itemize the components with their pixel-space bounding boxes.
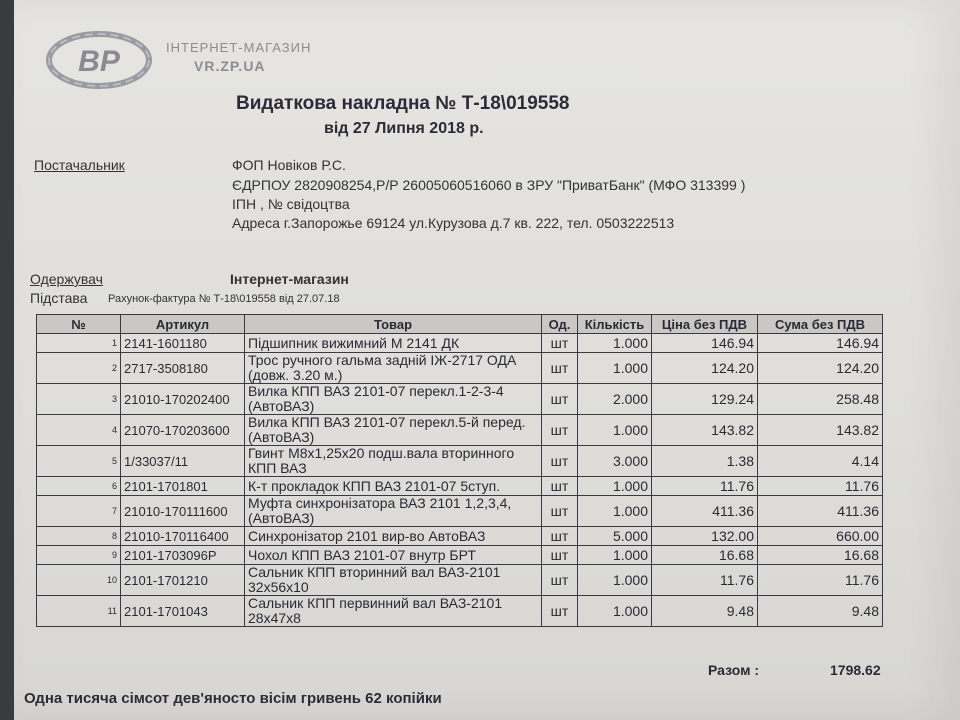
table-row [37, 496, 883, 527]
row-sum: 124.20 [758, 353, 883, 384]
row-quantity: 1.000 [578, 496, 652, 527]
row-item: Сальник КПП первинний вал ВАЗ-2101 28х47х8 [245, 596, 542, 627]
logo-line-2: VR.ZP.UA [194, 58, 266, 74]
row-article: 2101-1701801 [121, 477, 245, 496]
table-row [37, 565, 883, 596]
basis-value: Рахунок-фактура № Т-18\019558 від 27.07.18 [108, 293, 340, 305]
header-sum: Сума без ПДВ [758, 315, 883, 334]
row-article: 2101-1701210 [121, 565, 245, 596]
row-quantity: 1.000 [578, 415, 652, 446]
header-unit: Од. [542, 315, 578, 334]
row-unit: шт [542, 527, 578, 546]
row-price: 9.48 [652, 596, 758, 627]
amount-in-words: Одна тисяча сімсот дев'яносто вісім гривень 62 копійки [24, 690, 442, 707]
row-unit: шт [542, 446, 578, 477]
company-logo-icon [44, 30, 154, 90]
row-price: 132.00 [652, 527, 758, 546]
row-unit: шт [542, 334, 578, 353]
row-item: Сальник КПП вторинний вал ВАЗ-2101 32х56х10 [245, 565, 542, 596]
table-header-row [37, 315, 883, 334]
row-number: 5 [37, 446, 121, 477]
table-row [37, 334, 883, 353]
row-quantity: 3.000 [578, 446, 652, 477]
row-unit: шт [542, 384, 578, 415]
table-row [37, 546, 883, 565]
row-price: 143.82 [652, 415, 758, 446]
row-price: 1.38 [652, 446, 758, 477]
row-article: 2141-1601180 [121, 334, 245, 353]
row-number: 2 [37, 353, 121, 384]
row-item: Підшипник вижимний М 2141 ДК [245, 334, 542, 353]
document-title: Видаткова накладна № Т-18\019558 [236, 93, 570, 114]
table-row [37, 415, 883, 446]
row-price: 146.94 [652, 334, 758, 353]
row-item: Трос ручного гальма задній ІЖ-2717 ОДА (довж. 3.20 м.) [245, 353, 542, 384]
document-date: від 27 Липня 2018 р. [324, 120, 484, 137]
row-number: 11 [37, 596, 121, 627]
row-sum: 411.36 [758, 496, 883, 527]
supplier-address: Адреса г.Запорожье 69124 ул.Курузова д.7 кв. 222, тел. 0503222513 [232, 215, 675, 231]
row-item: Синхронізатор 2101 вир-во АвтоВАЗ [245, 527, 542, 546]
row-article: 21010-170202400 [121, 384, 245, 415]
supplier-name: ФОП Новіков Р.С. [232, 157, 346, 173]
row-unit: шт [542, 565, 578, 596]
row-sum: 143.82 [758, 415, 883, 446]
row-article: 2101-1703096Р [121, 546, 245, 565]
row-quantity: 2.000 [578, 384, 652, 415]
row-quantity: 1.000 [578, 596, 652, 627]
row-unit: шт [542, 546, 578, 565]
row-article: 21010-170116400 [121, 527, 245, 546]
total-value: 1798.62 [830, 662, 881, 678]
row-item: Чохол КПП ВАЗ 2101-07 внутр БРТ [245, 546, 542, 565]
table-row [37, 353, 883, 384]
row-item: Вилка КПП ВАЗ 2101-07 перекл.5-й перед. (АвтоВАЗ) [245, 415, 542, 446]
row-unit: шт [542, 496, 578, 527]
row-item: Муфта синхронізатора ВАЗ 2101 1,2,3,4, (АвтоВАЗ) [245, 496, 542, 527]
recipient-name: Інтернет-магазин [230, 271, 349, 287]
table-row [37, 596, 883, 627]
row-sum: 16.68 [758, 546, 883, 565]
row-number: 6 [37, 477, 121, 496]
row-number: 8 [37, 527, 121, 546]
row-article: 1/33037/11 [121, 446, 245, 477]
row-article: 2101-1701043 [121, 596, 245, 627]
row-sum: 660.00 [758, 527, 883, 546]
row-item: Гвинт М8х1,25х20 подш.вала вторинного КПП ВАЗ [245, 446, 542, 477]
row-article: 21010-170111600 [121, 496, 245, 527]
row-unit: шт [542, 415, 578, 446]
table-row [37, 527, 883, 546]
total-label: Разом : [708, 662, 759, 678]
row-item: К-т прокладок КПП ВАЗ 2101-07 5ступ. [245, 477, 542, 496]
header-quantity: Кількість [578, 315, 652, 334]
logo-letters: BP [78, 45, 120, 78]
row-quantity: 5.000 [578, 527, 652, 546]
supplier-label: Постачальник [34, 157, 125, 173]
row-number: 9 [37, 546, 121, 565]
row-number: 10 [37, 565, 121, 596]
row-quantity: 1.000 [578, 334, 652, 353]
row-price: 11.76 [652, 565, 758, 596]
table-row [37, 477, 883, 496]
row-sum: 11.76 [758, 565, 883, 596]
row-quantity: 1.000 [578, 353, 652, 384]
table-row [37, 384, 883, 415]
row-sum: 146.94 [758, 334, 883, 353]
supplier-ipn: ІПН , № свідоцтва [232, 196, 350, 212]
row-price: 124.20 [652, 353, 758, 384]
row-unit: шт [542, 353, 578, 384]
basis-label: Підстава [30, 290, 88, 306]
row-quantity: 1.000 [578, 565, 652, 596]
row-price: 16.68 [652, 546, 758, 565]
row-article: 2717-3508180 [121, 353, 245, 384]
row-price: 129.24 [652, 384, 758, 415]
row-sum: 4.14 [758, 446, 883, 477]
row-sum: 11.76 [758, 477, 883, 496]
row-sum: 9.48 [758, 596, 883, 627]
logo-line-1: ІНТЕРНЕТ-МАГАЗИН [166, 40, 312, 55]
row-price: 11.76 [652, 477, 758, 496]
row-number: 3 [37, 384, 121, 415]
row-article: 21070-170203600 [121, 415, 245, 446]
row-quantity: 1.000 [578, 546, 652, 565]
row-unit: шт [542, 596, 578, 627]
row-price: 411.36 [652, 496, 758, 527]
row-number: 7 [37, 496, 121, 527]
header-number: № [37, 315, 121, 334]
row-number: 1 [37, 334, 121, 353]
supplier-details: ЄДРПОУ 2820908254,Р/Р 26005060516060 в ЗРУ "ПриватБанк" (МФО 313399 ) [232, 177, 746, 193]
row-item: Вилка КПП ВАЗ 2101-07 перекл.1-2-3-4 (АвтоВАЗ) [245, 384, 542, 415]
header-price: Ціна без ПДВ [652, 315, 758, 334]
row-quantity: 1.000 [578, 477, 652, 496]
recipient-label: Одержувач [30, 271, 103, 287]
header-item: Товар [245, 315, 542, 334]
table-row [37, 446, 883, 477]
items-table [36, 314, 883, 627]
row-number: 4 [37, 415, 121, 446]
invoice-document [14, 0, 960, 720]
header-article: Артикул [121, 315, 245, 334]
row-sum: 258.48 [758, 384, 883, 415]
row-unit: шт [542, 477, 578, 496]
